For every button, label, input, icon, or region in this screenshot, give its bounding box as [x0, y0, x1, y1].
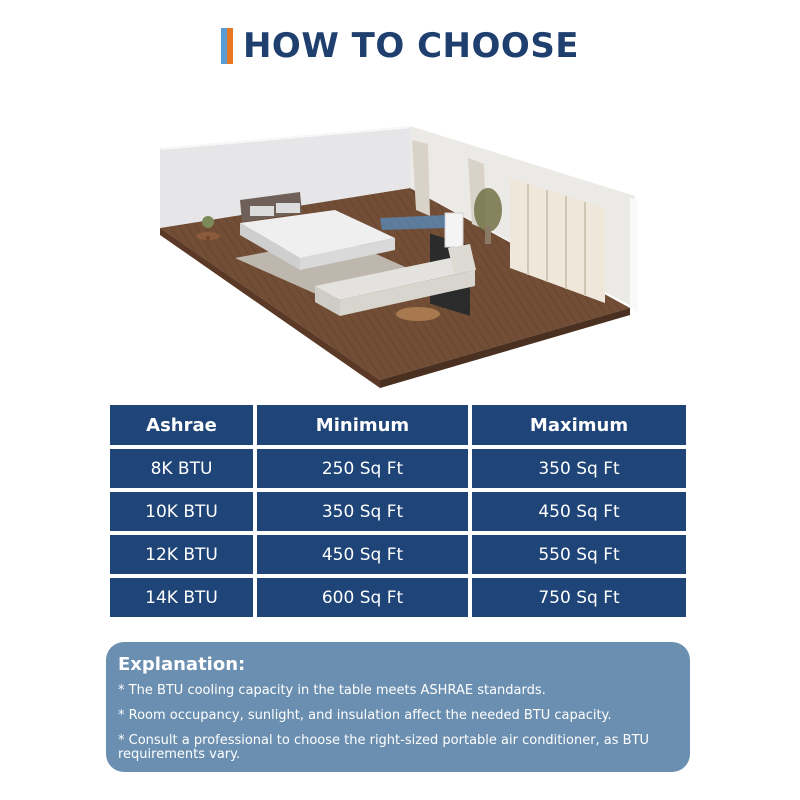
table-row [110, 578, 686, 617]
page-header [0, 26, 800, 66]
header-minimum: Minimum [257, 405, 468, 445]
header-maximum: Maximum [472, 405, 686, 445]
explanation-box [106, 642, 690, 772]
cell-btu: 10K BTU [110, 492, 253, 531]
table-row [110, 535, 686, 574]
header-ashrae: Ashrae [110, 405, 253, 445]
table-header-row [110, 405, 686, 445]
portable-ac-unit [445, 213, 463, 247]
title-accent-mark [221, 28, 239, 64]
cell-minimum: 250 Sq Ft [257, 449, 468, 488]
cell-maximum: 750 Sq Ft [472, 578, 686, 617]
cell-btu: 14K BTU [110, 578, 253, 617]
accent-bar-orange [227, 28, 233, 64]
cell-minimum: 600 Sq Ft [257, 578, 468, 617]
room-illustration [150, 118, 650, 388]
cell-maximum: 450 Sq Ft [472, 492, 686, 531]
table-row [110, 492, 686, 531]
explanation-line: * Consult a professional to choose the right-sized portable air conditioner, as BTU requirements vary. [118, 733, 650, 762]
cell-minimum: 350 Sq Ft [257, 492, 468, 531]
cell-maximum: 350 Sq Ft [472, 449, 686, 488]
coffee-table [396, 307, 440, 321]
table-row [110, 449, 686, 488]
explanation-heading: Explanation: [118, 654, 246, 675]
explanation-line: * Room occupancy, sunlight, and insulation affect the needed BTU capacity. [118, 708, 612, 723]
cell-btu: 12K BTU [110, 535, 253, 574]
page-title: HOW TO CHOOSE [242, 26, 580, 66]
cell-btu: 8K BTU [110, 449, 253, 488]
cell-minimum: 450 Sq Ft [257, 535, 468, 574]
explanation-line: * The BTU cooling capacity in the table meets ASHRAE standards. [118, 683, 546, 698]
cell-maximum: 550 Sq Ft [472, 535, 686, 574]
btu-table [110, 405, 686, 621]
